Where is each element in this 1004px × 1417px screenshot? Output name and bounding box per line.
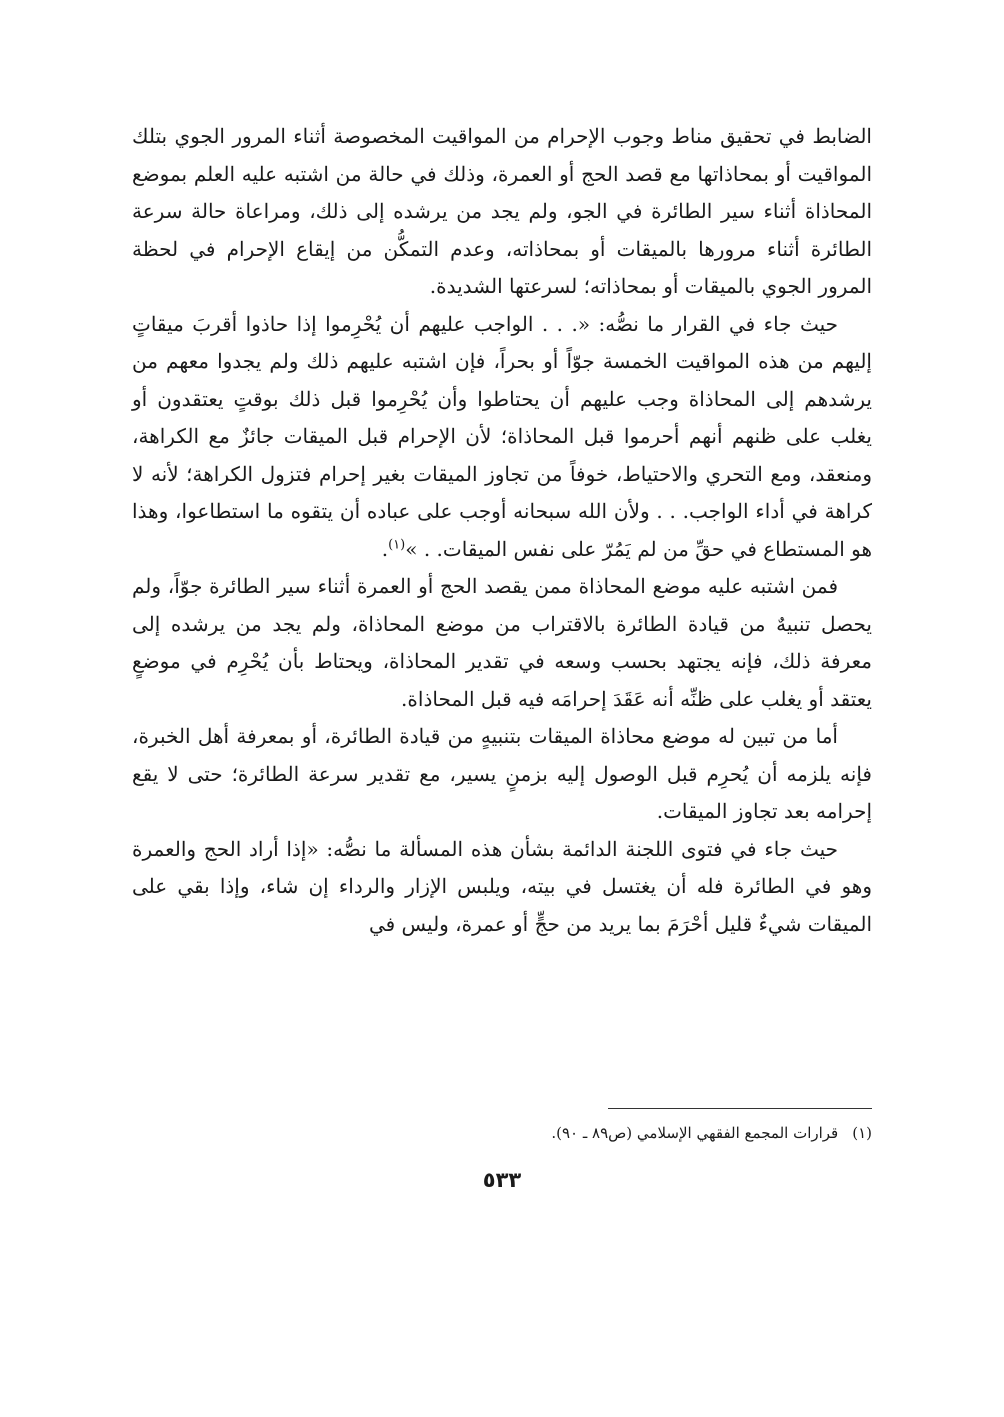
paragraph-1: الضابط في تحقيق مناط وجوب الإحرام من المواقيت المخصوصة أثناء المرور الجوي بتلك المواقيت أو بمحاذاتها مع قصد الحج أو العمرة، وذلك في حالة من اشتبه عليه العلم بموضع المحاذاة أثناء سير الطائرة في الجو، ولم يجد من يرشده إلى ذلك، ومراعاة حالة سرعة الطائرة أثناء مرورها بالميقات أو بمحاذاته، وعدم التمكُّن من إيقاع الإحرام في لحظة المرور الجوي بالميقات أو بمحاذاته؛ لسرعتها الشديدة. <box>132 124 872 298</box>
footnote-number: (١) <box>852 1124 872 1142</box>
paragraph-4: أما من تبين له موضع محاذاة الميقات بتنبيهٍ من قيادة الطائرة، أو بمعرفة أهل الخبرة، فإنه يلزمه أن يُحرِم قبل الوصول إليه بزمنٍ يسير، مع تقدير سرعة الطائرة؛ حتى لا يقع إحرامه بعد تجاوز الميقات. <box>132 724 872 823</box>
footnote-separator <box>608 1108 872 1109</box>
footnote-text: قرارات المجمع الفقهي الإسلامي (ص٨٩ ـ ٩٠). <box>551 1124 839 1142</box>
footnote-reference: (١) <box>388 536 406 552</box>
page-body <box>132 118 872 943</box>
paragraph-2-end: . <box>381 536 389 561</box>
paragraph-5: حيث جاء في فتوى اللجنة الدائمة بشأن هذه المسألة ما نصُّه: «إذا أراد الحج والعمرة وهو في الطائرة فله أن يغتسل في بيته، ويلبس الإزار والرداء إن شاء، وإذا بقي على الميقات شيءٌ قليل أحْرَمَ بما يريد من حجٍّ أو عمرة، وليس في <box>132 836 872 936</box>
page-number: ٥٣٣ <box>482 1168 522 1192</box>
paragraph-2 <box>132 306 872 569</box>
paragraph-3: فمن اشتبه عليه موضع المحاذاة ممن يقصد الحج أو العمرة أثناء سير الطائرة جوّاً، ولم يحصل تنبيهٌ من قيادة الطائرة بالاقتراب من موضع المحاذاة، ولم يجد من يرشده إلى معرفة ذلك، فإنه يجتهد بحسب وسعه في تقدير المحاذاة، ويحتاط بأن يُحْرِم في موضعٍ يعتقد أو يغلب على ظنِّه أنه عَقَدَ إحرامَه فيه قبل المحاذاة. <box>132 574 872 711</box>
footnote <box>132 1120 872 1146</box>
paragraph-2-text: حيث جاء في القرار ما نصُّه: «. . . الواجب عليهم أن يُحْرِموا إذا حاذوا أقربَ ميقاتٍ إليهم من هذه المواقيت الخمسة جوّاً أو بحراً، فإن اشتبه عليهم ذلك ولم يجدوا معهم من يرشدهم إلى المحاذاة وجب عليهم أن يحتاطوا وأن يُحْرِموا قبل ذلك بوقتٍ يعتقدون أو يغلب على ظنهم أنهم أحرموا قبل المحاذاة؛ لأن الإحرام قبل الميقات جائزٌ مع الكراهة، ومنعقد، ومع التحري والاحتياط، خوفاً من تجاوز الميقات بغير إحرام فتزول الكراهة؛ لأنه لا كراهة في أداء الواجب. . . ولأن الله سبحانه أوجب على عباده أن يتقوه ما استطاعوا، وهذا هو المستطاع في حقِّ من لم يَمُرّ على نفس الميقات. . » <box>132 311 872 561</box>
